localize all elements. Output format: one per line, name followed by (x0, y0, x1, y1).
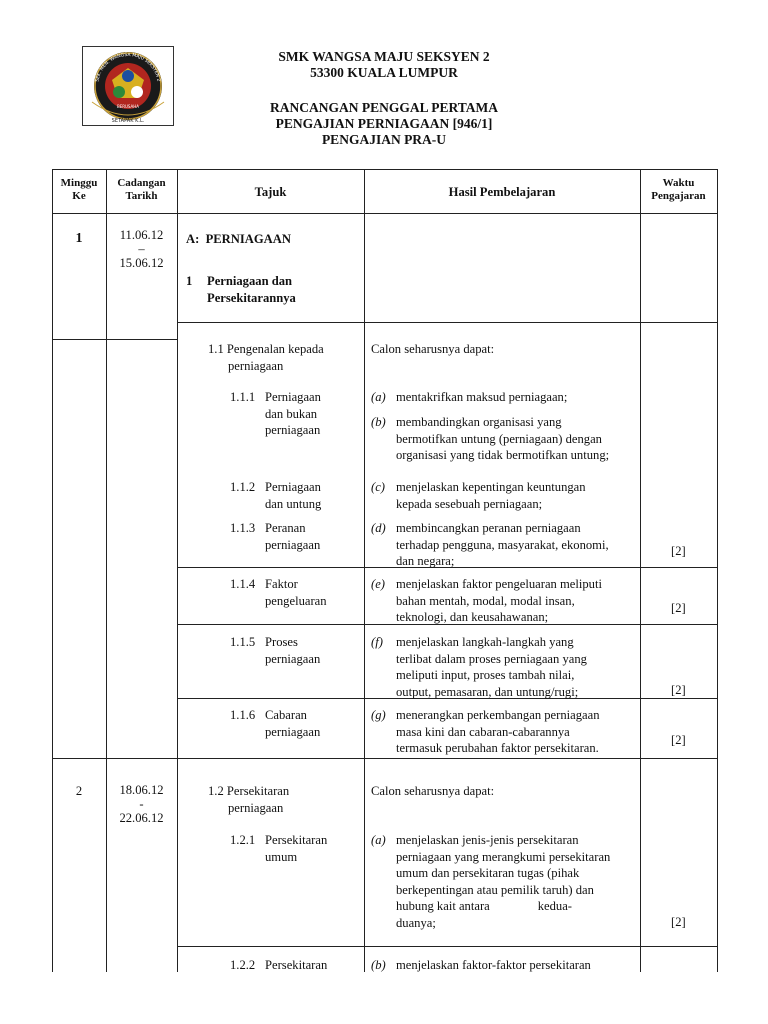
outcome-c-text: menjelaskan kepentingan keuntungan kepada sesebuah perniagaan; (396, 480, 586, 511)
week2-number: 2 (75, 784, 83, 798)
outcome-e-mark: (e) (371, 577, 385, 591)
plan-title: RANCANGAN PENGGAL PERTAMA (269, 100, 499, 115)
outcome-f-mark: (f) (371, 635, 383, 649)
outcome-d-mark: (d) (371, 521, 386, 535)
outcome-f-text: menjelaskan langkah-langkah yang terlibat dalam proses perniagaan yang meliputi input, proses tambah nilai, output, pemasaran, dan untung/rugi; (396, 635, 587, 699)
school-name: SMK WANGSA MAJU SEKSYEN 2 (278, 49, 490, 64)
item-1-1-1-no: 1.1.1 (230, 390, 256, 404)
item-1-1-3-title: Peranan perniagaan (265, 521, 321, 552)
logo-top-text: SEK. MEN. WANGSA MAJU SEKSYEN 2 (95, 52, 161, 83)
school-logo (82, 46, 174, 126)
outcome-e-text: menjelaskan faktor pengeluaran meliputi bahan mentah, modal, modal insan, teknologi, dan keusahawanan; (396, 577, 602, 625)
outcome-a-text: mentakrifkan maksud perniagaan; (396, 390, 568, 404)
item-1-1-3-no: 1.1.3 (230, 521, 256, 535)
school-city: 53300 KUALA LUMPUR (310, 65, 458, 80)
section-label: A: PERNIAGAAN (186, 232, 291, 246)
header-hasil: Hasil Pembelajaran (448, 185, 556, 199)
item-1-2-2-no: 1.2.2 (230, 958, 256, 972)
topic-title: Perniagaan dan Persekitarannya (207, 274, 296, 305)
time-1-1: [2] (671, 544, 686, 558)
header-minggu: Minggu Ke (60, 177, 98, 202)
item-1-2-2-title: Persekitaran (265, 958, 328, 972)
outcome-c-mark: (c) (371, 480, 385, 494)
outcome-1-2-b-text: menjelaskan faktor-faktor persekitaran (396, 958, 591, 972)
topic-number: 1 (186, 274, 193, 288)
item-1-1-4-title: Faktor pengeluaran (265, 577, 327, 608)
week2-dates: 18.06.12 - 22.06.12 (119, 783, 164, 825)
header-tajuk: Tajuk (254, 185, 287, 199)
level-title: PENGAJIAN PRA-U (321, 132, 447, 147)
item-1-2-1-no: 1.2.1 (230, 833, 256, 847)
outcome-a-mark: (a) (371, 390, 386, 404)
outcome-1-2-a-mark: (a) (371, 833, 386, 847)
outcome-g-mark: (g) (371, 708, 386, 722)
item-1-1-2-no: 1.1.2 (230, 480, 256, 494)
outcome-intro: Calon seharusnya dapat: (371, 342, 495, 356)
header-waktu: Waktu Pengajaran (651, 177, 706, 202)
outcome-1-2-a-text: menjelaskan jenis-jenis persekitaran perniagaan yang merangkumi persekitaran umum dan persekitaran tugas (pihak berkepentingan atau pemilik taruh) dan hubung kait antara kedua- duanya; (396, 833, 611, 930)
logo-bottom-text: SETAPAK K.L. (111, 118, 145, 124)
item-1-1-1-title: Perniagaan dan bukan perniagaan (265, 390, 321, 438)
outcome-g-text: menerangkan perkembangan perniagaan masa kini dan cabaran-cabarannya termasuk perubahan faktor persekitaran. (396, 708, 600, 756)
subtopic-1-1: 1.1 Pengenalan kepada perniagaan (208, 342, 324, 373)
item-1-1-5-no: 1.1.5 (230, 635, 256, 649)
item-1-1-4-no: 1.1.4 (230, 577, 256, 591)
item-1-1-2-title: Perniagaan dan untung (265, 480, 322, 511)
item-1-2-1-title: Persekitaran umum (265, 833, 328, 864)
header-cadangan: Cadangan Tarikh (117, 177, 166, 202)
document-header (200, 49, 568, 148)
item-1-1-5-title: Proses perniagaan (265, 635, 321, 666)
logo-motto: BERUSAHA (116, 104, 140, 109)
outcome-d-text: membincangkan peranan perniagaan terhadap pengguna, masyarakat, ekonomi, dan negara; (396, 521, 609, 569)
time-1-2-1: [2] (671, 915, 686, 929)
item-1-1-6-title: Cabaran perniagaan (265, 708, 321, 739)
subject-title: PENGAJIAN PERNIAGAAN [946/1] (275, 116, 493, 131)
outcome-b-mark: (b) (371, 415, 386, 429)
time-1-1-4: [2] (671, 601, 686, 615)
time-1-1-5: [2] (671, 683, 686, 697)
week1-number: 1 (75, 231, 83, 246)
outcome-intro-2: Calon seharusnya dapat: (371, 784, 495, 798)
week1-dates: 11.06.12 – 15.06.12 (119, 228, 164, 270)
outcome-1-2-b-mark: (b) (371, 958, 386, 972)
time-1-1-6: [2] (671, 733, 686, 747)
item-1-1-6-no: 1.1.6 (230, 708, 256, 722)
outcome-b-text: membandingkan organisasi yang bermotifkan untung (perniagaan) dengan organisasi yang tidak bermotifkan untung; (396, 415, 610, 463)
subtopic-1-2: 1.2 Persekitaran perniagaan (208, 784, 290, 815)
